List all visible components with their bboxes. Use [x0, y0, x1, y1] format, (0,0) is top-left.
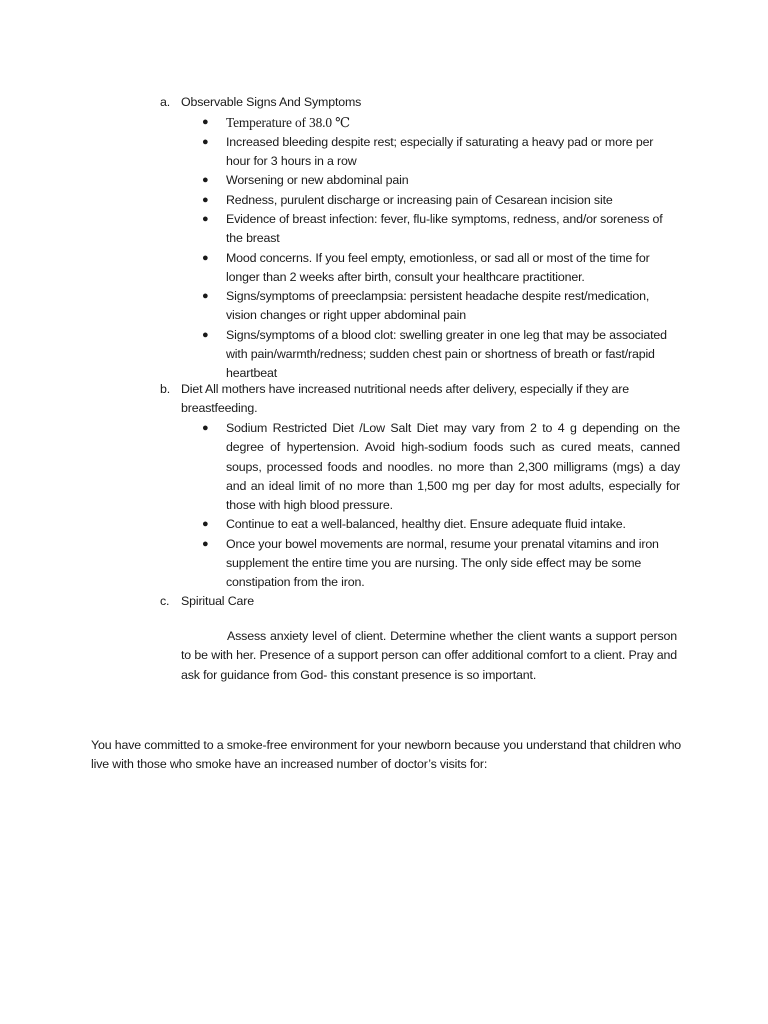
bullet-icon: ●: [202, 518, 209, 531]
bullet-icon: ●: [202, 290, 209, 303]
spiritual-care-paragraph: Assess anxiety level of client. Determine whether the client wants a support person to be with her. Presence of a support person can offer additional comfort to a client. Pray and ask for guidance from God- this constant presence is so important.: [181, 629, 677, 682]
list-marker-a: a.: [160, 95, 171, 109]
list-item: ● Evidence of breast infection: fever, flu-like symptoms, redness, and/or soreness of the breast: [202, 211, 663, 246]
diet-list: [202, 419, 680, 593]
list-marker-b: b.: [160, 382, 171, 396]
list-item: ● Signs/symptoms of a blood clot: swelling greater in one leg that may be associated with pain/warmth/redness; sudden chest pain or shortness of breath or fast/rapid heartbeat: [202, 327, 667, 381]
bullet-icon: ●: [202, 251, 209, 264]
list-item: ● Sodium Restricted Diet /Low Salt Diet may vary from 2 to 4 g depending on the degree of hypertension. Avoid high-sodium foods such as cured meats, canned soups, processed foods and noodles. no more than 2,300 milligrams (mgs) a day and an ideal limit of no more than 1,500 mg per day for most adults, especially for those with high blood pressure.: [202, 421, 680, 513]
signs-symptoms-list: [202, 113, 680, 384]
section-b-heading: Diet All mothers have increased nutritional needs after delivery, especially if they are breastfeeding.: [181, 382, 630, 416]
bullet-icon: ●: [202, 212, 209, 225]
list-item: ● Increased bleeding despite rest; especially if saturating a heavy pad or more per hour for 3 hours in a row: [202, 134, 654, 169]
section-c-heading: Spiritual Care: [181, 594, 254, 608]
list-item: ● Redness, purulent discharge or increasing pain of Cesarean incision site: [202, 191, 680, 210]
bullet-icon: ●: [202, 135, 209, 148]
list-item: ● Signs/symptoms of preeclampsia: persistent headache despite rest/medication, vision changes or right upper abdominal pain: [202, 289, 650, 323]
list-item: ● Continue to eat a well-balanced, healthy diet. Ensure adequate fluid intake.: [202, 515, 680, 534]
bullet-icon: ●: [202, 328, 209, 341]
section-a-heading: Observable Signs And Symptoms: [181, 95, 362, 109]
list-marker-c: c.: [160, 594, 170, 608]
list-item: ● Temperature of 38.0 ℃: [202, 113, 680, 133]
list-item: ● Once your bowel movements are normal, resume your prenatal vitamins and iron supplement the entire time you are nursing. The only side effect may be some constipation from the iron.: [202, 536, 659, 590]
bullet-icon: ●: [202, 115, 209, 128]
bullet-icon: ●: [202, 174, 209, 187]
bullet-icon: ●: [202, 537, 209, 550]
list-item: ● Worsening or new abdominal pain: [202, 171, 680, 190]
bullet-icon: ●: [202, 193, 209, 206]
list-item: ● Mood concerns. If you feel empty, emotionless, or sad all or most of the time for longer than 2 weeks after birth, consult your healthcare practitioner.: [202, 250, 650, 284]
closing-paragraph: You have committed to a smoke-free environment for your newborn because you understand that children who live with those who smoke have an increased number of doctor’s visits for:: [91, 738, 682, 772]
bullet-icon: ●: [202, 422, 209, 434]
